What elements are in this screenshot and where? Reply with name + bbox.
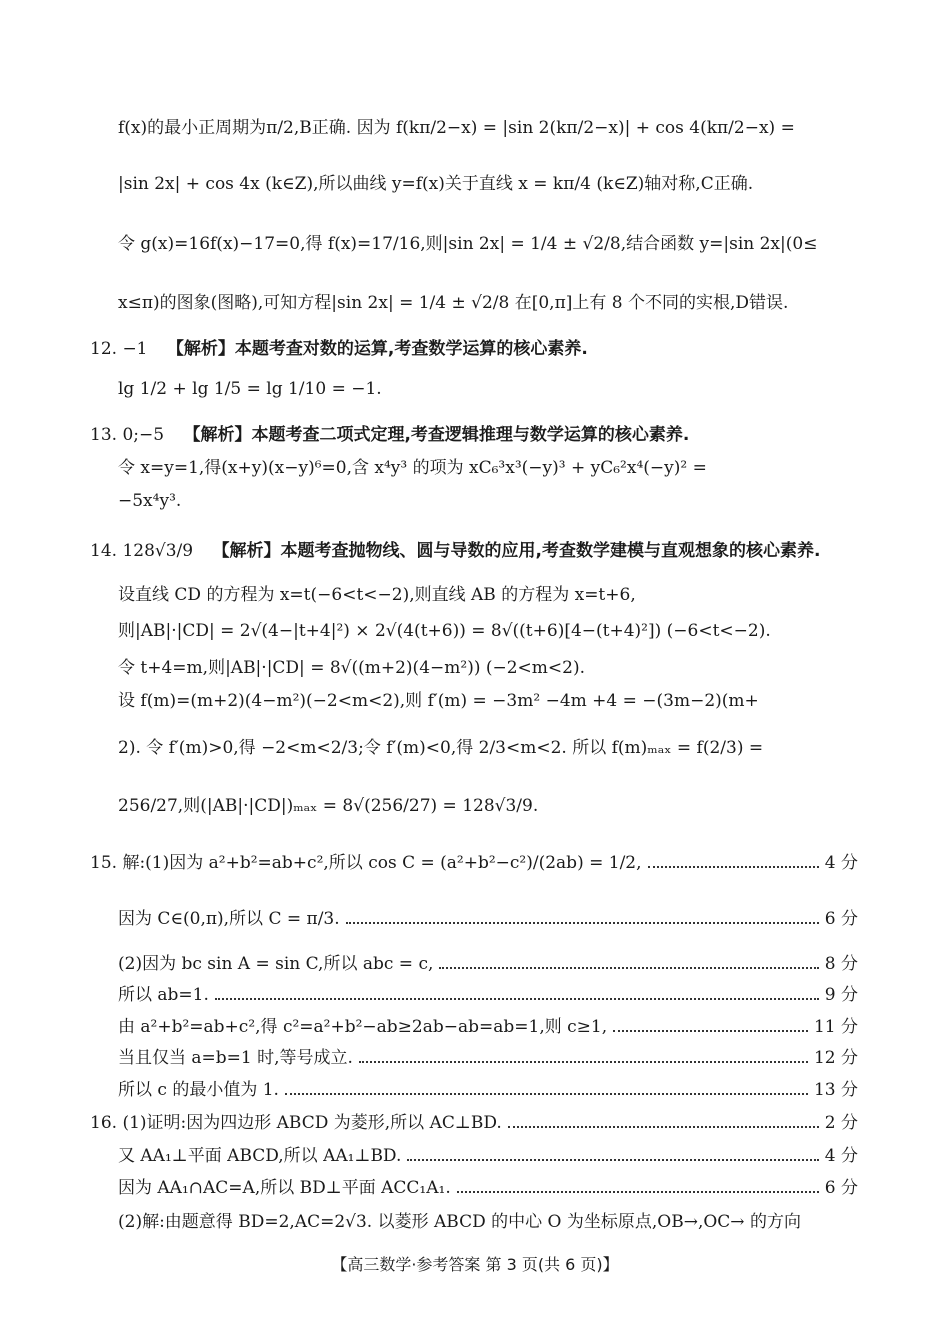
score-points: 6 分 — [824, 909, 858, 929]
leader-dots — [346, 922, 819, 924]
score-text: 因为 C∈(0,π),所以 C = π/3. — [118, 909, 340, 929]
score-points: 11 分 — [813, 1017, 858, 1037]
score-points: 2 分 — [824, 1113, 858, 1133]
score-line — [118, 953, 858, 975]
score-text: 由 a²+b²=ab+c²,得 c²=a²+b²−ab≥2ab−ab=ab=1,则 c≥1, — [118, 1017, 608, 1037]
leader-dots — [457, 1191, 819, 1193]
q12-answer: 12. −1 — [90, 339, 148, 359]
leader-dots — [407, 1159, 818, 1161]
score-points: 4 分 — [824, 1146, 858, 1166]
q14-body-5: 2). 令 f′(m)>0,得 −2<m<2/3;令 f′(m)<0,得 2/3<m<2. 所以 f(m)ₘₐₓ = f(2/3) = — [118, 738, 764, 758]
text-line-symmetry: |sin 2x| + cos 4x (k∈Z),所以曲线 y=f(x)关于直线 x = kπ/4 (k∈Z)轴对称,C正确. — [118, 174, 754, 194]
score-line — [118, 1047, 858, 1069]
score-line — [118, 984, 858, 1006]
score-points: 8 分 — [824, 954, 858, 974]
score-line — [118, 1177, 858, 1199]
q14-analysis: 【解析】本题考查抛物线、圆与导数的应用,考查数学建模与直观想象的核心素养. — [212, 541, 821, 561]
q13-analysis: 【解析】本题考查二项式定理,考查逻辑推理与数学运算的核心素养. — [183, 425, 690, 445]
leader-dots — [613, 1030, 808, 1032]
score-text: (2)因为 bc sin A = sin C,所以 abc = c, — [118, 954, 434, 974]
score-line — [118, 1079, 858, 1101]
text-line-g-function: 令 g(x)=16f(x)−17=0,得 f(x)=17/16,则|sin 2x| = 1/4 ± √2/8,结合函数 y=|sin 2x|(0≤ — [118, 234, 818, 254]
leader-dots — [359, 1061, 808, 1063]
score-text: 当且仅当 a=b=1 时,等号成立. — [118, 1048, 353, 1068]
leader-dots — [215, 998, 819, 1000]
score-line — [118, 1016, 858, 1038]
q12-analysis: 【解析】本题考查对数的运算,考查数学运算的核心素养. — [166, 339, 588, 359]
q13-heading — [90, 424, 689, 446]
score-text: 又 AA₁⊥平面 ABCD,所以 AA₁⊥BD. — [118, 1146, 402, 1166]
score-points: 12 分 — [813, 1048, 858, 1068]
score-points: 9 分 — [824, 985, 858, 1005]
q16-part2-line: (2)解:由题意得 BD=2,AC=2√3. 以菱形 ABCD 的中心 O 为坐标原点,OB→,OC→ 的方向 — [118, 1212, 801, 1232]
score-points: 4 分 — [824, 853, 858, 873]
q14-body-4: 设 f(m)=(m+2)(4−m²)(−2<m<2),则 f′(m) = −3m² −4m +4 = −(3m−2)(m+ — [118, 691, 759, 711]
q14-answer: 14. 128√3/9 — [90, 541, 194, 561]
score-text: 因为 AA₁∩AC=A,所以 BD⊥平面 ACC₁A₁. — [118, 1178, 451, 1198]
q14-heading — [90, 540, 820, 562]
q14-body-2: 则|AB|·|CD| = 2√(4−|t+4|²) × 2√(4(t+6)) = 8√((t+6)[4−(t+4)²]) (−6<t<−2). — [118, 621, 771, 641]
q13-body-1: 令 x=y=1,得(x+y)(x−y)⁶=0,含 x⁴y³ 的项为 xC₆³x³(−y)³ + yC₆²x⁴(−y)² = — [118, 458, 707, 478]
score-text: 16. (1)证明:因为四边形 ABCD 为菱形,所以 AC⊥BD. — [90, 1113, 502, 1133]
q14-body-1: 设直线 CD 的方程为 x=t(−6<t<−2),则直线 AB 的方程为 x=t+6, — [118, 585, 636, 605]
score-line — [90, 1112, 858, 1134]
score-line — [90, 852, 858, 874]
q14-body-6: 256/27,则(|AB|·|CD|)ₘₐₓ = 8√(256/27) = 128√3/9. — [118, 796, 539, 816]
score-line — [118, 1145, 858, 1167]
q14-body-3: 令 t+4=m,则|AB|·|CD| = 8√((m+2)(4−m²)) (−2<m<2). — [118, 658, 586, 678]
leader-dots — [508, 1126, 819, 1128]
q13-body-2: −5x⁴y³. — [118, 491, 182, 511]
score-line — [118, 908, 858, 930]
q13-answer: 13. 0;−5 — [90, 425, 165, 445]
score-text: 15. 解:(1)因为 a²+b²=ab+c²,所以 cos C = (a²+b²−c²)/(2ab) = 1/2, — [90, 853, 642, 873]
score-text: 所以 c 的最小值为 1. — [118, 1080, 279, 1100]
leader-dots — [648, 866, 819, 868]
q12-body: lg 1/2 + lg 1/5 = lg 1/10 = −1. — [118, 379, 382, 399]
page-footer: 【高三数学·参考答案 第 3 页(共 6 页)】 — [331, 1255, 619, 1274]
q12-heading — [90, 338, 588, 360]
leader-dots — [439, 967, 818, 969]
score-points: 13 分 — [813, 1080, 858, 1100]
text-line-roots: x≤π)的图象(图略),可知方程|sin 2x| = 1/4 ± √2/8 在[0,π]上有 8 个不同的实根,D错误. — [118, 293, 789, 313]
leader-dots — [285, 1093, 808, 1095]
text-line-period: f(x)的最小正周期为π/2,B正确. 因为 f(kπ/2−x) = |sin 2(kπ/2−x)| + cos 4(kπ/2−x) = — [118, 118, 795, 138]
score-text: 所以 ab=1. — [118, 985, 209, 1005]
score-points: 6 分 — [824, 1178, 858, 1198]
